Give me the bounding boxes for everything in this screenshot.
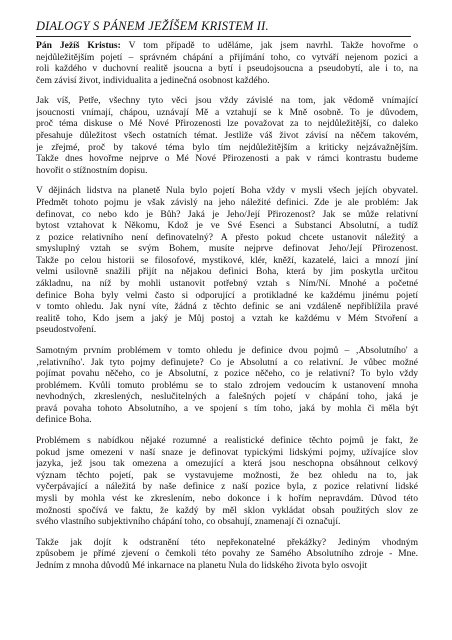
- text-line: velmi usilovně snažili přijít na nějakou definici Boha, která by jim poskytla určitou: [36, 266, 418, 278]
- text-line: [36, 40, 418, 52]
- text-line: způsobem je přímé zjevení o čemkoli této povahy ze Samého Absolutního zdroje - Mne.: [36, 548, 418, 560]
- text-line: proč téma diskuse o Mé Nové Přirozenosti lze považovat za to nejdůležitější, co daleko: [36, 118, 418, 130]
- text-line: definice Boha.: [36, 414, 92, 426]
- header-rule: [36, 36, 411, 37]
- paragraph: [36, 95, 418, 176]
- text-line: nejdůležitějším pojetí – správném chápání a přijímání toho, co vytváří nejenom pozici a: [36, 51, 418, 63]
- text-line: Samotným prvním problémem v tomto ohledu je definice dvou pojmů – ‚Absolutního' a: [36, 344, 418, 356]
- text-line: bytost vztahovat k Někomu, Kdož je ve Své Esenci a Substanci Absolutní, a tudíž: [36, 220, 418, 232]
- text-line: možnosti spočívá ve faktu, že každý by měl sklon vykládat obsah použitých slov ze: [36, 504, 418, 516]
- text-line: v tomto ohledu. Jak nyní víte, žádná z těchto definic se ani vzdáleně nepřiblížila pravé: [36, 301, 418, 313]
- paragraph: [36, 345, 418, 426]
- document-body: [36, 40, 418, 580]
- text-line: jazyka, jež jsou tak omezena a omezující a která jsou neschopna obsáhnout celkový: [36, 458, 418, 470]
- text-line: roli každého v duchovní realitě jsoucna a bytí i pseudojsoucna a pseudobytí, ale i to, na: [36, 63, 418, 75]
- text-line: Předmět tohoto pojmu je však závislý na jeho náležité definici. Zde je ale problém: Jak: [36, 196, 418, 208]
- text-line: definice Boha byly velmi často si odporující a protikladné ke každému jinému pojetí: [36, 289, 418, 301]
- paragraph: [36, 185, 418, 336]
- text-line: nevhodných, zkreslených, neslučitelných a falešných pojetí v chápání toho, jaká je: [36, 391, 418, 403]
- text-line: pseudostvoření.: [36, 324, 97, 336]
- text-line: ‚relativního'. Jak tyto pojmy definujete? Co je Absolutní a co relativní. Je vůbec možné: [36, 356, 418, 368]
- text-line: z pozice relativního není definovatelný? A přesto pokud chcete ustanovit náležitý a: [36, 231, 418, 243]
- text-line: mysli by mohla vést ke zkreslením, nebo dokonce i k hořím nepravdám. Důvod této: [36, 492, 418, 504]
- text-line: pojímat povahu něčeho, co je Absolutní, z pozice něčeho, co je relativní? To bylo vždy: [36, 368, 418, 380]
- text-line: Jedním z mnoha důvodů Mé inkarnace na planetu Nula do lidského života bylo osvojit: [36, 559, 368, 571]
- text-line: základnu, na níž by mohli ustanovit potřebný vztah s Ním/Ní. Mnohé a početné: [36, 278, 418, 290]
- text-line: Takže dnes hovořme nejprve o Mé Nové Přirozenosti a pak v rámci kontrastu budeme: [36, 153, 418, 165]
- page-header-title: DIALOGY S PÁNEM JEŽÍŠEM KRISTEM II.: [36, 19, 269, 33]
- paragraph: [36, 435, 418, 528]
- text-line: hovořit o stížnostním dopisu.: [36, 164, 148, 176]
- text-line: význam těchto pojetí, pak se vystavujeme možnosti, že bez ohledu na to, jak: [36, 469, 418, 481]
- text-line: Takže po celou historii se filosofové, mystikové, klér, kněží, kazatelé, laici a mnozí jiní: [36, 254, 418, 266]
- text-line: definovat, co nebo kdo je Bůh? Jaká je Jeho/Její Přirozenost? Jak se může relativní: [36, 208, 418, 220]
- text-line: pravá povaha tohoto Absolutního, a ve spojení s tím toho, jaká by mohla či měla být: [36, 402, 418, 414]
- text-line: problémem. Kvůli tomuto problému se to stalo zdrojem vedoucím k ustanovení mnoha: [36, 379, 418, 391]
- text-line: vyčerpávající a náležitá by naše definice z naší pozice byla, z pozice relativní lidské: [36, 481, 418, 493]
- text-line: V dějinách lidstva na planetě Nula bylo pojetí Boha vždy v mysli všech jejích obyvatel.: [36, 185, 418, 197]
- line-text: V tom případě to uděláme, jak jsem navrhl. Takže hovořme o: [120, 40, 418, 51]
- text-line: Takže jak dojít k odstranění této nepřekonatelné překážky? Jediným vhodným: [36, 536, 418, 548]
- text-line: jsoucnosti vnímají, chápou, uznávají Mě a vztahují se k Mně osobně. To je důvodem,: [36, 106, 418, 118]
- text-line: svého vlastního subjektivního chápání toho, co obsahují, znamenají či označují.: [36, 516, 341, 528]
- paragraph: [36, 537, 418, 572]
- text-line: přesahuje důležitost všech ostatních témat. Jestliže váš život závisí na něčem takovém,: [36, 130, 418, 142]
- paragraph: [36, 40, 418, 86]
- text-line: realitě toho, Kdo jsem a jaký je Můj postoj a vztah ke každému v Mém Stvoření a: [36, 312, 418, 324]
- text-line: čem závisí život, individualita a jedinečná osobnost každého.: [36, 74, 270, 86]
- text-line: je zřejmé, proč by takové téma bylo tím nejdůležitějším a kriticky nejzávažnějším.: [36, 141, 418, 153]
- speaker-label: Pán Ježíš Kristus:: [36, 40, 121, 51]
- text-line: smysluplný vztah se svým Bohem, musíte nejprve definovat Jeho/Její Přirozenost.: [36, 243, 418, 255]
- text-line: Jak víš, Petře, všechny tyto věci jsou vždy závislé na tom, jak vědomě vnímající: [36, 95, 418, 107]
- text-line: pokud jsme omezeni v naší snaze je definovat typickými lidskými pojmy, užívajíce slov: [36, 446, 418, 458]
- text-line: Problémem s nabídkou nějaké rozumné a realistické definice těchto pojmů je fakt, že: [36, 434, 418, 446]
